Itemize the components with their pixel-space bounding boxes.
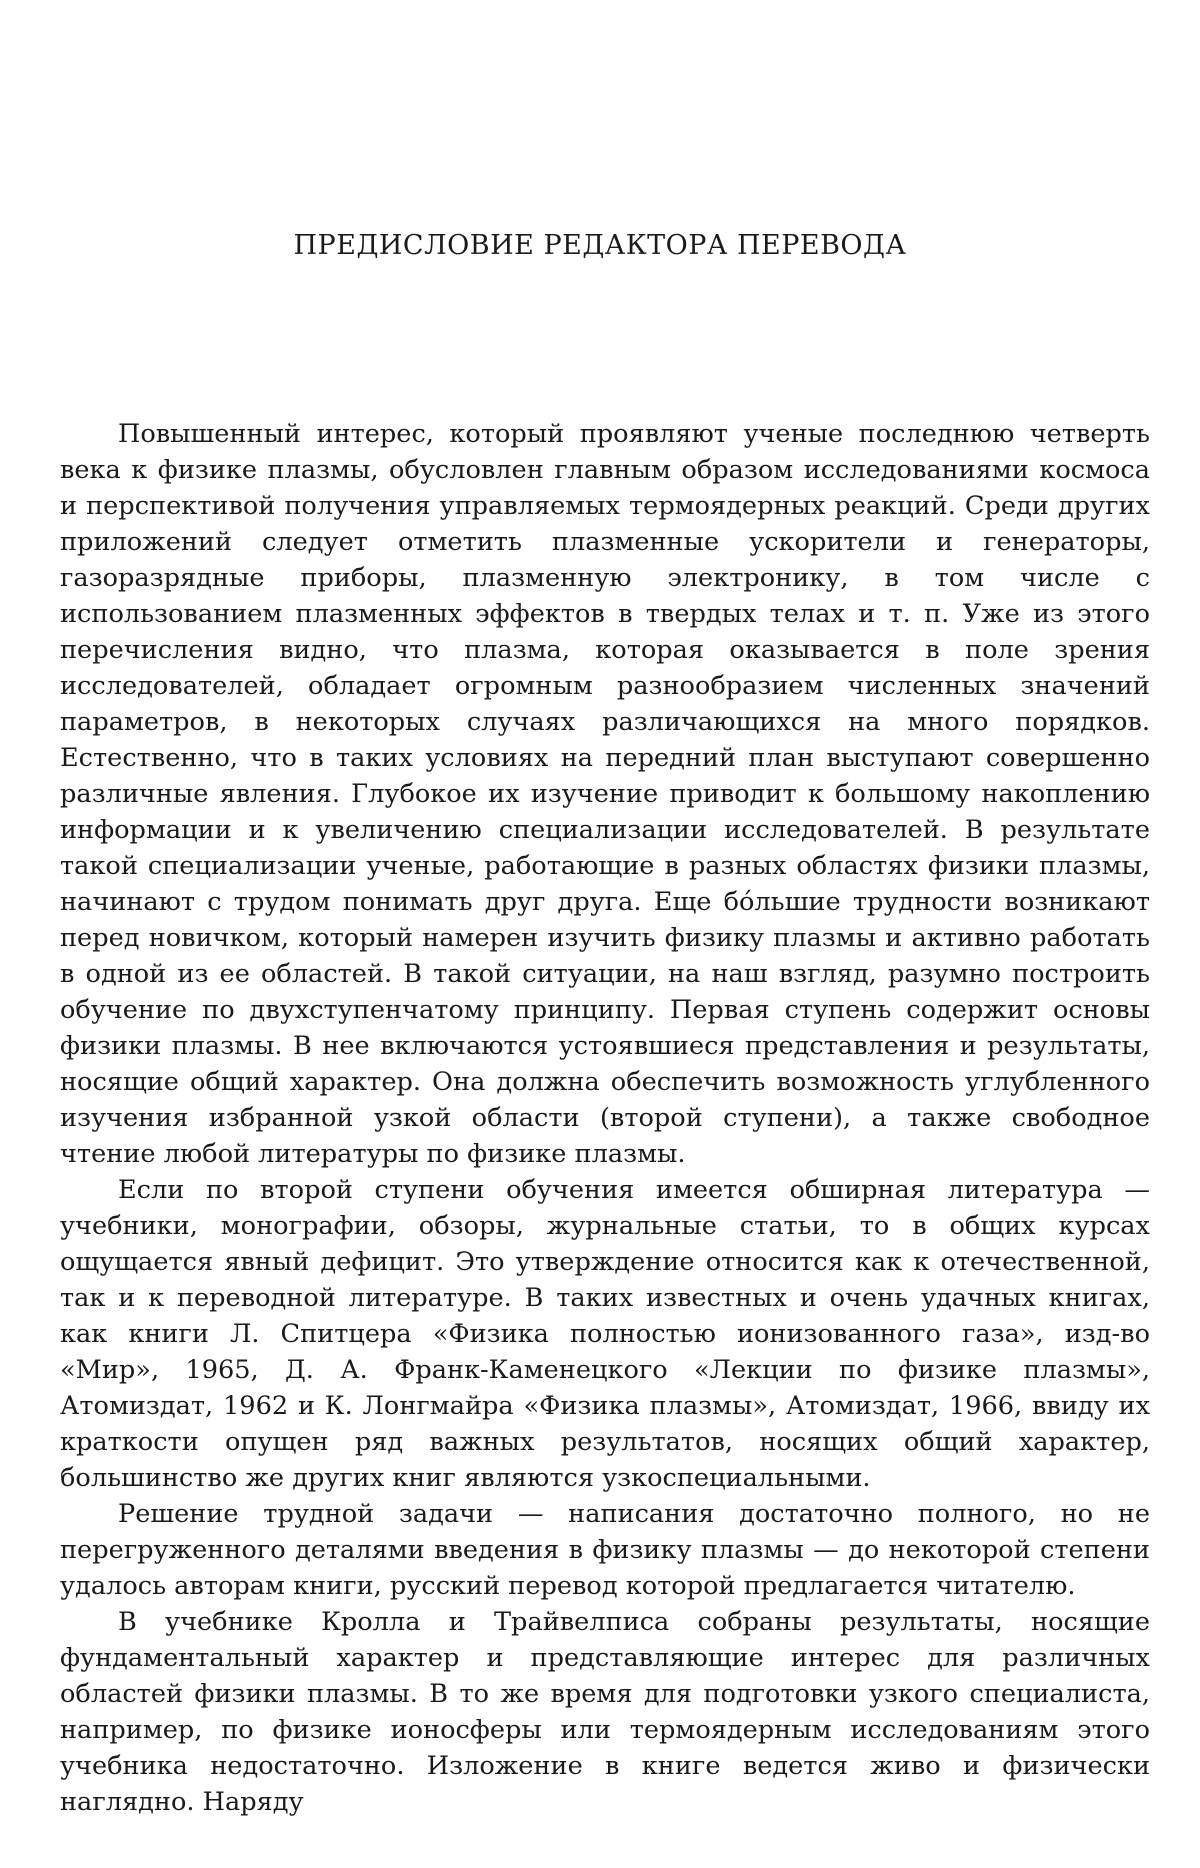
paragraph-1: Повышенный интерес, который проявляют ученые последнюю четверть века к физике плазмы, обусловлен главным образом исследованиями космоса и перспективой получения управляемых термоядерных реакций. Среди других приложений следует отметить плазменные ускорители и генераторы, газоразрядные приборы, плазменную электронику, в том числе с использованием плазменных эффектов в твердых телах и т. п. Уже из этого перечисления видно, что плазма, которая оказывается в поле зрения исследователей, обладает огромным разнообразием численных значений параметров, в некоторых случаях различающихся на много порядков. Естественно, что в таких условиях на передний план выступают совершенно различные явления. Глубокое их изучение приводит к большому накоплению информации и к увеличению специализации исследователей. В результате такой специализации ученые, работающие в разных областях физики плазмы, начинают с трудом понимать друг друга. Еще бо́льшие трудности возникают перед новичком, который намерен изучить физику плазмы и активно работать в одной из ее областей. В такой ситуации, на наш взгляд, разумно построить обучение по двухступенчатому принципу. Первая ступень содержит основы физики плазмы. В нее включаются устоявшиеся представления и результаты, носящие общий характер. Она должна обеспечить возможность углубленного изучения избранной узкой области (второй ступени), а также свободное чтение любой литературы по физике плазмы. (60, 419, 1150, 1169)
paragraph-2: Если по второй ступени обучения имеется обширная литература — учебники, монографии, обзоры, журнальные статьи, то в общих курсах ощущается явный дефицит. Это утверждение относится как к отечественной, так и к переводной литературе. В таких известных и очень удачных книгах, как книги Л. Спитцера «Физика полностью ионизованного газа», изд-во «Мир», 1965, Д. А. Франк-Каменецкого «Лекции по физике плазмы», Атомиздат, 1962 и К. Лонгмайра «Физика плазмы», Атомиздат, 1966, ввиду их краткости опущен ряд важных результатов, носящих общий характер, большинство же других книг являются узкоспециальными. (60, 1175, 1150, 1493)
paragraph-3: Решение трудной задачи — написания достаточно полного, но не перегруженного деталями введения в физику плазмы — до некоторой степени удалось авторам книги, русский перевод которой предлагается читателю. (60, 1499, 1150, 1601)
page-title: ПРЕДИСЛОВИЕ РЕДАКТОРА ПЕРЕВОДА (293, 230, 907, 261)
paragraph-4: В учебнике Кролла и Трайвелписа собраны результаты, носящие фундаментальный характер и представляющие интерес для различных областей физики плазмы. В то же время для подготовки узкого специалиста, например, по физике ионосферы или термоядерным исследованиям этого учебника недостаточно. Изложение в книге ведется живо и физически наглядно. Наряду (60, 1607, 1150, 1817)
body-text (60, 416, 1150, 1820)
